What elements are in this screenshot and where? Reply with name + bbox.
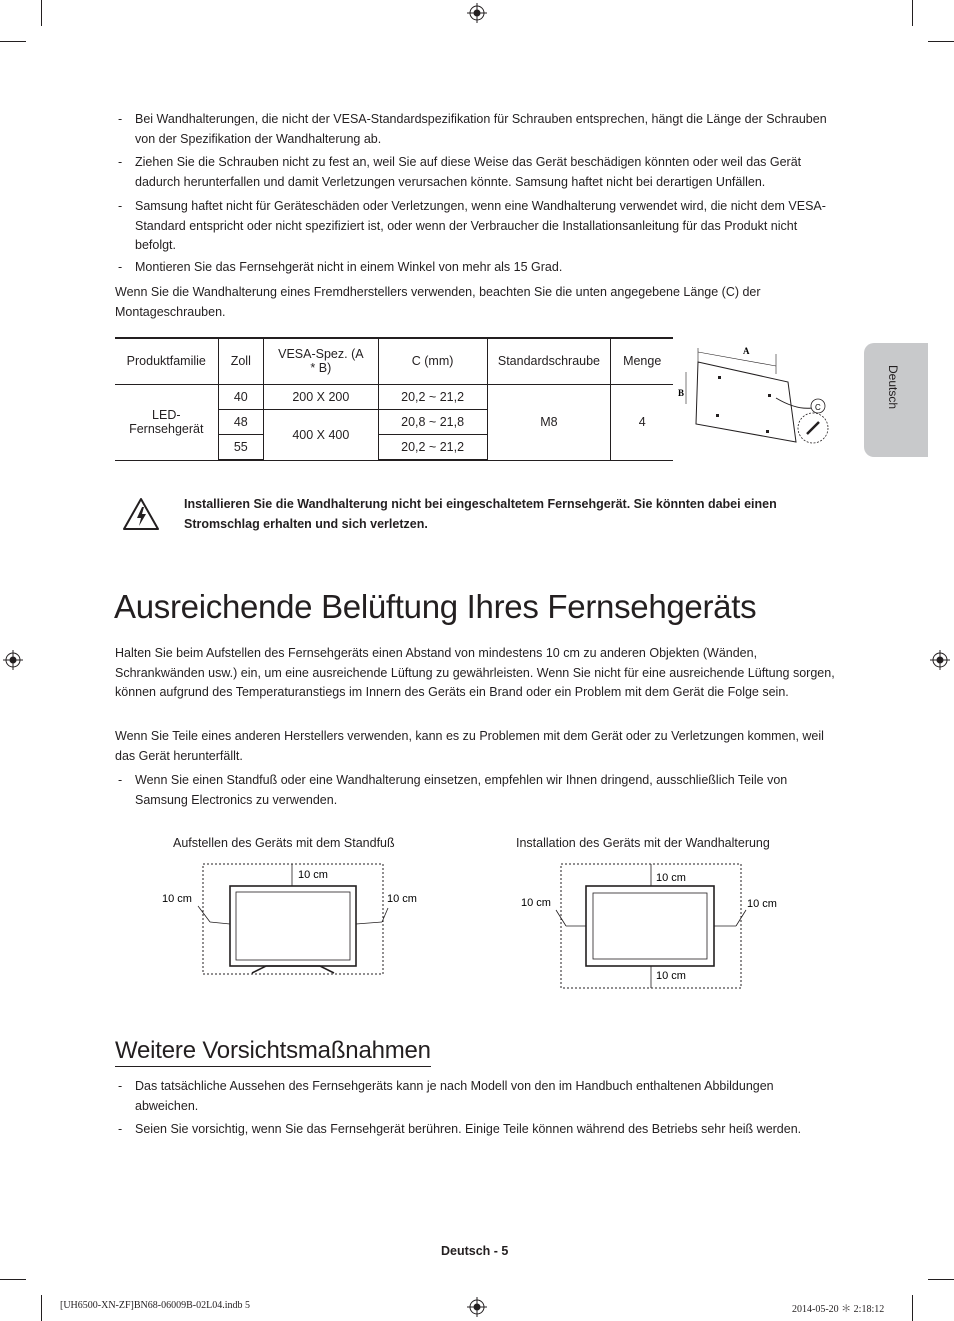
registration-mark-icon <box>3 650 23 670</box>
electric-shock-warning-icon <box>122 497 160 531</box>
clearance-right-label: 10 cm <box>747 898 777 910</box>
list-item <box>118 110 838 149</box>
wall-clearance-diagram <box>518 862 788 992</box>
list-item <box>118 1077 838 1116</box>
clearance-top-label: 10 cm <box>298 869 328 881</box>
list-item <box>118 771 838 810</box>
list-item-text: Bei Wandhalterungen, die nicht der VESA-Standardspezifikation für Schrauben entsprechen, hängt die Länge der Schrauben von der Spezifikation der Wandhalterung ab. <box>135 112 827 146</box>
registration-mark-icon <box>467 3 487 23</box>
list-item-text: Montieren Sie das Fernsehgerät nicht in einem Winkel von mehr als 15 Grad. <box>135 260 563 274</box>
vesa-spec-table <box>115 337 673 461</box>
crop-mark <box>41 1295 42 1321</box>
table-cell: LED-Fernsehgerät <box>115 384 218 460</box>
side-tab-label: Deutsch <box>886 365 900 410</box>
clearance-left-label: 10 cm <box>521 897 551 909</box>
language-side-tab <box>864 343 928 457</box>
print-timestamp: 2014-05-20 ＊ 2:18:12 <box>792 1304 885 1315</box>
stand-clearance-diagram <box>158 860 428 980</box>
table-cell: 55 <box>218 434 263 460</box>
crop-mark <box>928 41 954 42</box>
table-header: Produktfamilie <box>115 338 218 384</box>
table-cell: 4 <box>611 384 673 460</box>
table-header: VESA-Spez. (A * B) <box>264 338 379 384</box>
ventilation-paragraph-1: Halten Sie beim Aufstellen des Fernsehgeräts einen Abstand von mindestens 10 cm zu anderen Objekten (Wänden, Schrankwänden usw.) ein, um eine ausreichende Lüftung zu gewährleisten. Wenn Sie nicht für eine ausreichende Lüftung sorgen, können aufgrund des Temperaturanstiegs im Innern des Geräts ein Brand oder ein Problem mit dem Gerät die Folge sein. <box>115 646 835 699</box>
list-item <box>118 197 838 256</box>
ventilation-paragraph-2: Wenn Sie Teile eines anderen Herstellers verwenden, kann es zu Problemen mit dem Gerät oder zu Verletzungen kommen, weil das Gerät herunterfällt. <box>115 729 824 763</box>
crop-mark <box>41 0 42 26</box>
table-cell: M8 <box>487 384 611 460</box>
section-heading-precautions: Weitere Vorsichtsmaßnahmen <box>115 1037 431 1067</box>
print-file-info: [UH6500-XN-ZF]BN68-06009B-02L04.indb 5 <box>60 1300 250 1311</box>
dimension-c-label: C <box>815 403 821 412</box>
crop-mark <box>0 41 26 42</box>
list-dash: - <box>118 155 123 169</box>
table-cell: 400 X 400 <box>264 409 379 460</box>
table-cell: 20,2 ~ 21,2 <box>378 434 487 460</box>
table-header: Standardschraube <box>487 338 611 384</box>
table-cell: 20,2 ~ 21,2 <box>378 384 487 409</box>
table-cell: 20,8 ~ 21,8 <box>378 409 487 434</box>
list-item <box>118 1120 838 1140</box>
wall-diagram-caption: Installation des Geräts mit der Wandhalterung <box>516 836 770 850</box>
intro-paragraph: Wenn Sie die Wandhalterung eines Fremdherstellers verwenden, beachten Sie die unten angegebene Länge (C) der Montageschrauben. <box>115 285 761 319</box>
list-dash: - <box>118 112 123 126</box>
list-dash: - <box>118 260 123 274</box>
clearance-bottom-label: 10 cm <box>656 970 686 982</box>
table-cell: 200 X 200 <box>264 384 379 409</box>
warning-text: Installieren Sie die Wandhalterung nicht bei eingeschaltetem Fernsehgerät. Sie könnten dabei einen Stromschlag erhalten und sich verletzen. <box>184 497 777 531</box>
list-item-text: Das tatsächliche Aussehen des Fernsehgeräts kann je nach Modell von den im Handbuch enthaltenen Abbildungen abweichen. <box>135 1079 774 1113</box>
dimension-b-label: B <box>678 388 685 398</box>
registration-mark-icon <box>467 1297 487 1317</box>
table-cell: 48 <box>218 409 263 434</box>
list-dash: - <box>118 1079 123 1093</box>
wall-mount-diagram <box>676 342 836 454</box>
table-cell: 40 <box>218 384 263 409</box>
table-header: Menge <box>611 338 673 384</box>
clearance-left-label: 10 cm <box>162 893 192 905</box>
list-item-text: Wenn Sie einen Standfuß oder eine Wandhalterung einsetzen, empfehlen wir Ihnen dringend, ausschließlich Teile von Samsung Electronics zu verwenden. <box>135 773 788 807</box>
list-item <box>118 258 838 278</box>
table-row <box>115 384 673 409</box>
list-item <box>118 153 838 192</box>
crop-mark <box>912 1295 913 1321</box>
list-dash: - <box>118 773 123 787</box>
crop-mark <box>0 1279 26 1280</box>
list-dash: - <box>118 199 123 213</box>
section-heading-ventilation: Ausreichende Belüftung Ihres Fernsehgeräts <box>114 588 757 625</box>
table-header: C (mm) <box>378 338 487 384</box>
list-dash: - <box>118 1122 123 1136</box>
registration-mark-icon <box>930 650 950 670</box>
list-item-text: Samsung haftet nicht für Geräteschäden oder Verletzungen, wenn eine Wandhalterung verwendet wird, die nicht dem VESA-Standard entspricht oder nicht spezifiziert ist, oder wenn der Verbraucher die Installationsanleitung für das Produkt nicht befolgt. <box>135 199 826 252</box>
table-header: Zoll <box>218 338 263 384</box>
page-number: Deutsch - 5 <box>441 1244 509 1258</box>
clearance-top-label: 10 cm <box>656 872 686 884</box>
clearance-right-label: 10 cm <box>387 893 417 905</box>
stand-diagram-caption: Aufstellen des Geräts mit dem Standfuß <box>173 836 395 850</box>
list-item-text: Seien Sie vorsichtig, wenn Sie das Fernsehgerät berühren. Einige Teile können während des Betriebs sehr heiß werden. <box>135 1122 802 1136</box>
crop-mark <box>928 1279 954 1280</box>
dimension-a-label: A <box>743 346 750 356</box>
crop-mark <box>912 0 913 26</box>
list-item-text: Ziehen Sie die Schrauben nicht zu fest an, weil Sie auf diese Weise das Gerät beschädigen könnten oder weil das Gerät dadurch herunterfallen und damit Verletzungen verursachen könnte. Samsung haftet nicht bei derartigen Unfällen. <box>135 155 802 189</box>
